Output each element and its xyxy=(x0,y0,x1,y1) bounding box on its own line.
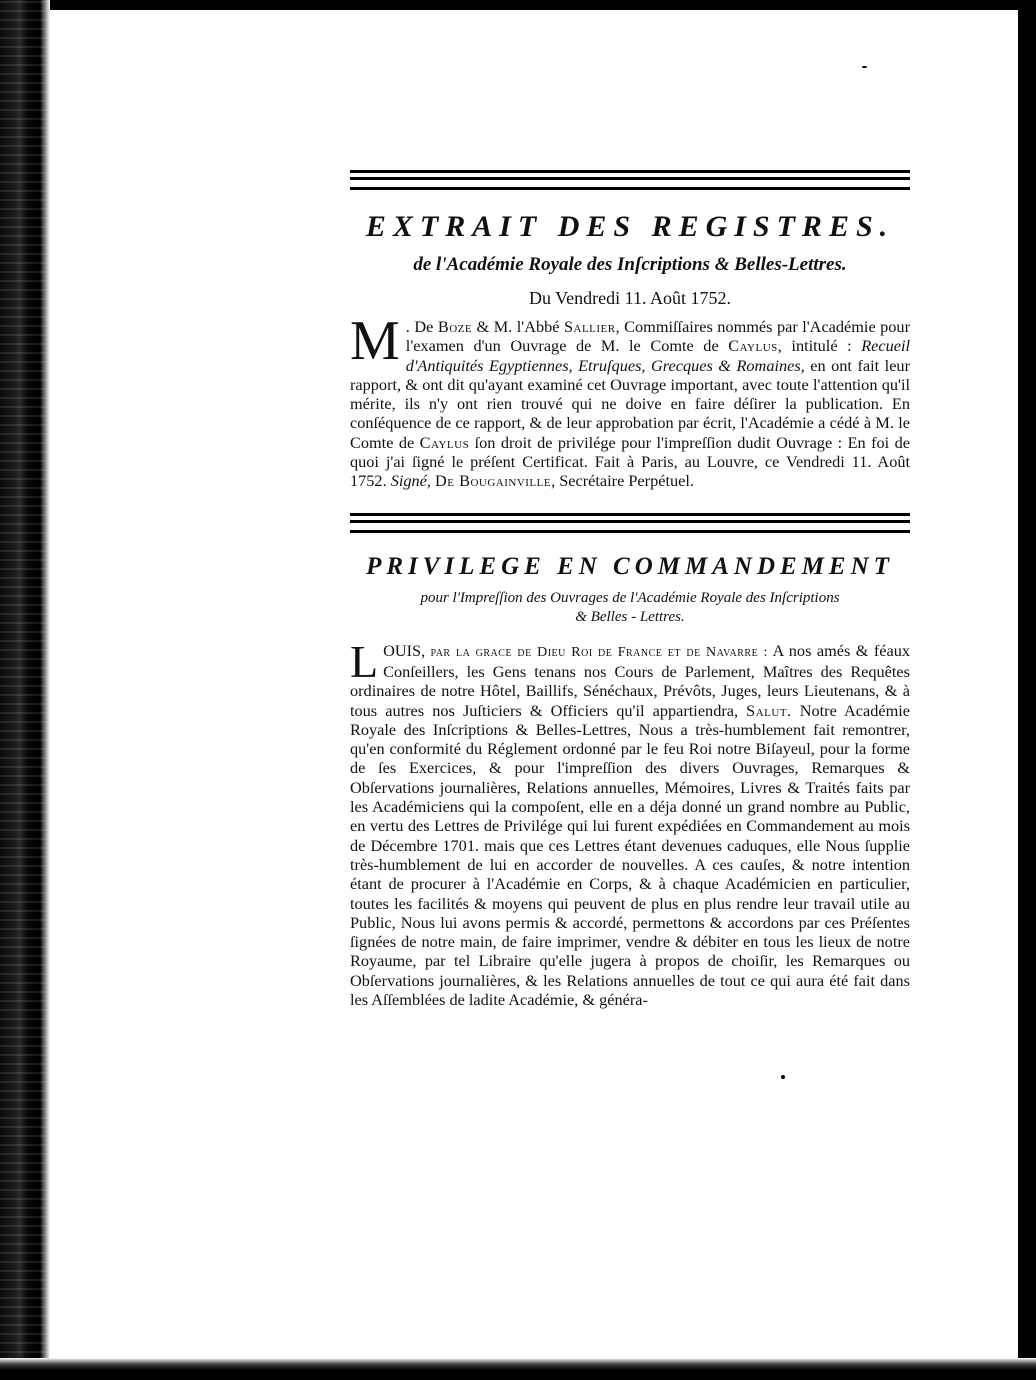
scan-border-top xyxy=(0,0,1036,10)
scan-border-bottom xyxy=(0,1358,1036,1380)
person-name: Caylus xyxy=(419,432,470,452)
scan-border-right xyxy=(1018,0,1036,1380)
text-run: en ont fait leur rapport, & ont dit qu'ayant examiné cet Ouvrage important, avec toute l'attention qu'il mérite, ils n'y ont rien trouvé qui ne doive en faire déſirer la publication. En conſéquence de ce rapport, & de leur approbation par écrit, l'Académie a cédé à M. le Comte de xyxy=(350,355,910,452)
text-run: Notre Académie Royale des Inſcriptions & Belles-Lettres, Nous a très-humblement fait remontrer, qu'en conformité du Réglement ordonné par le feu Roi notre Biſayeul, pour la forme de ſes Exercices, & pour l'impreſſion des divers Ouvrages, Remarques & Obſervations journalières, Relations annuelles, Mémoires, Livres & Traités faits par les Académiciens qui la compoſent, elle en a déja donné un grand nombre au Public, en vertu des Lettres de Privilége qui lui furent expédiées en Commandement au mois de Décembre 1701. mais que ces Lettres étant devenues caduques, elle Nous ſupplie très-humblement de lui en accorder de nouvelles. A ces cauſes, & notre intention étant de procurer à l'Académie en Corps, & à chaque Académicien en particulier, toutes les facilités & moyens qui peuvent de plus en plus rendre leur travail utile au Public, Nous lui avons permis & accordé, permettons & accordons par ces Préſentes ſignées de notre main, de faire imprimer, vendre & débiter en tous les lieux de notre Royaume, par tel Libraire qu'elle jugera à propos de choiſir, les Remarques ou Obſervations journalières, & les Relations annuelles de tout ce qui aura été fait dans les Aſſemblées de ladite Académie, & généra- xyxy=(350,700,910,1010)
text-run: & M. l'Abbé xyxy=(472,317,564,336)
person-name: Caylus xyxy=(728,336,778,356)
extrait-title: EXTRAIT DES REGISTRES. xyxy=(365,210,895,243)
drop-cap: L xyxy=(350,635,379,687)
person-name: Boze xyxy=(437,317,473,336)
salutation: Salut. xyxy=(746,700,792,720)
text-run: , Commiſſaires nommés par l'Académie pour l'examen d'un Ouvrage de M. le Comte de xyxy=(405,317,910,356)
signature-mark: Signé, xyxy=(390,471,431,491)
text-run: A nos amés & féaux Conſeillers, les Gens tenans nos Cours de Parlement, Maîtres des Requêtes ordinaires de notre Hôtel, Baillifs, Sénéchaux, Prévôts, Juges, leurs Lieutenans, & à tous autres nos Juſticiers & Officiers qu'il appartiendra, xyxy=(350,640,910,720)
text-run: , intitulé : xyxy=(777,336,862,356)
text-column xyxy=(350,170,910,1009)
text-run: . De xyxy=(405,317,438,336)
ornamental-rule xyxy=(350,170,910,190)
book-title: Recueil d'Antiquités Egyptiennes, Etruſques, Grecques & Romaines, xyxy=(405,336,911,375)
ornamental-rule xyxy=(350,513,910,533)
ink-speck xyxy=(781,1075,785,1079)
scan-border-left xyxy=(0,0,50,1380)
royal-title: par la grace de Dieu Roi de France et de Navarre : xyxy=(425,644,768,660)
privilege-paragraph xyxy=(350,635,910,1010)
privilege-subtitle xyxy=(350,589,910,627)
document-page xyxy=(50,10,1018,1358)
extrait-subtitle: de l'Académie Royale des Inſcriptions & Belles-Lettres. xyxy=(413,254,847,275)
person-name: De Bougainville xyxy=(435,471,552,491)
extrait-date: Du Vendredi 11. Août 1752. xyxy=(529,288,731,308)
text-run: ſon droit de privilége pour l'impreſſion dudit Ouvrage : En foi de quoi j'ai ſigné le préſent Certificat. Fait à Paris, au Louvre, ce Vendredi 11. Août 1752. xyxy=(350,432,910,491)
text-run: , Secrétaire Perpétuel. xyxy=(551,471,694,491)
person-name: Sallier xyxy=(563,317,616,336)
privilege-title: PRIVILEGE EN COMMANDEMENT xyxy=(366,552,894,580)
drop-cap: M xyxy=(350,310,400,372)
text-run: OUIS, xyxy=(383,640,426,660)
extrait-paragraph xyxy=(350,310,911,491)
privilege-subtitle-line: & Belles - Lettres. xyxy=(575,608,685,625)
ink-speck xyxy=(862,66,867,68)
privilege-subtitle-line: pour l'Impreſſion des Ouvrages de l'Académie Royale des Inſcriptions xyxy=(420,589,840,606)
